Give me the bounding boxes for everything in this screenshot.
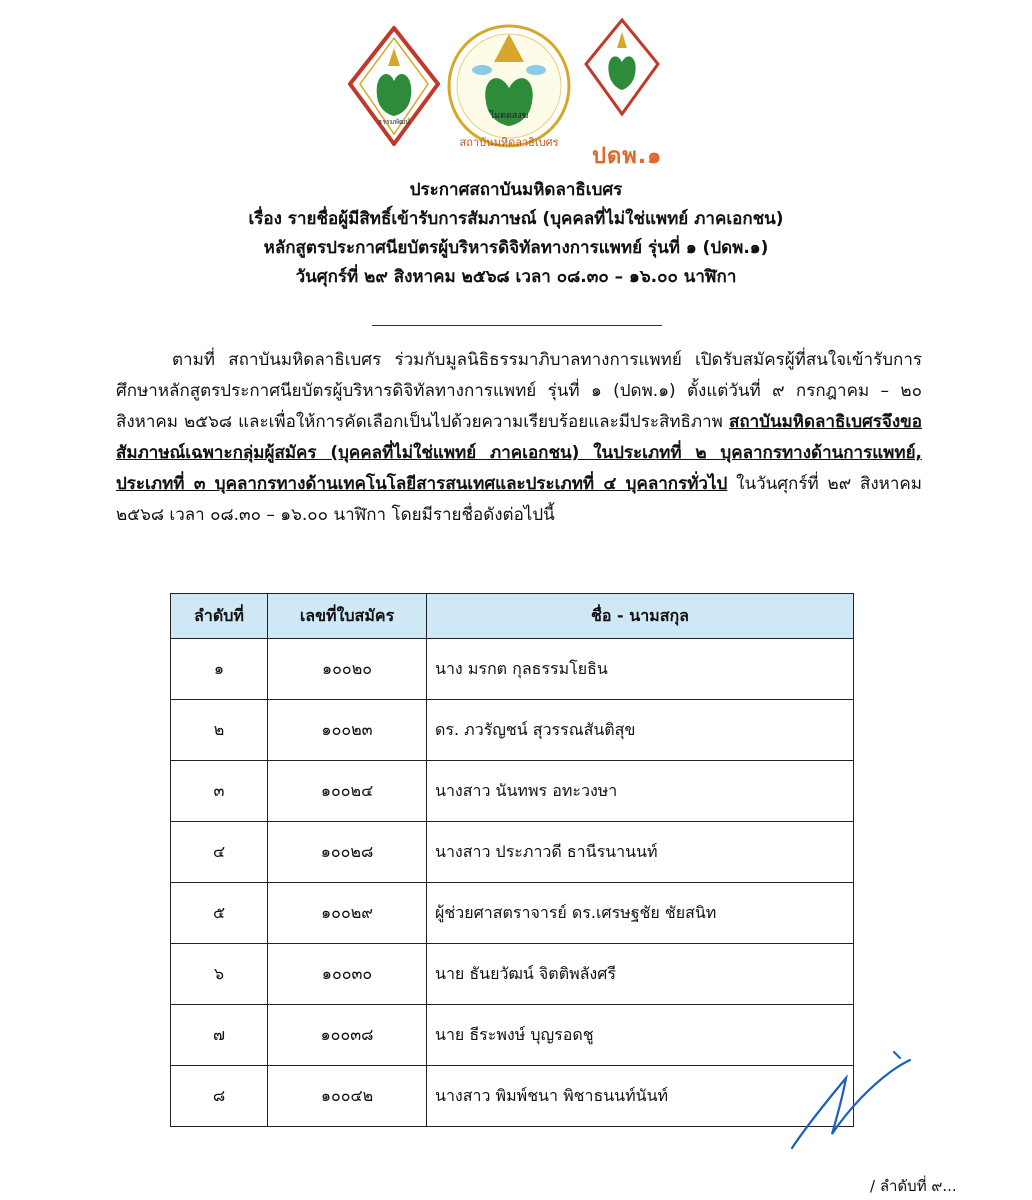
left-logo-caption: ธรรมพัฒน์ (377, 118, 411, 126)
handwritten-initial-signature (786, 1048, 916, 1162)
row-order: ๘ (171, 1066, 268, 1127)
row-full-name: ผู้ช่วยศาสตราจารย์ ดร.เศรษฐชัย ชัยสนิท (427, 883, 854, 944)
row-full-name: นาย ธันยวัฒน์ จิตติพลังศรี (427, 944, 854, 1005)
row-order: ๒ (171, 700, 268, 761)
program-code-label: ปดพ.๑ (592, 144, 663, 169)
table-row (171, 883, 854, 944)
row-full-name: นางสาว นันทพร อทะวงษา (427, 761, 854, 822)
candidate-table (170, 593, 854, 1127)
col-header-order: ลำดับที่ (171, 594, 268, 639)
interview-date: วันศุกร์ที่ ๒๙ สิงหาคม ๒๕๖๘ เวลา ๐๘.๓๐ – ๑๖.๐๐ นาฬิกา (295, 267, 737, 287)
row-order: ๕ (171, 883, 268, 944)
intro-text: ตามที่ สถาบันมหิดลาธิเบศร ร่วมกับมูลนิธิธรรมาภิบาลทางการแพทย์ เปิดรับสมัครผู้ที่สนใจเข้ารับการศึกษาหลักสูตรประกาศนียบัตรผู้บริหารดิจิทัลทางการแพทย์ รุ่นที่ ๑ (ปดพ.๑) ตั้งแต่วันที่ ๙ กรกฎาคม – ๒๐ สิงหาคม ๒๕๖๘ และเพื่อให้การคัดเลือกเป็นไปด้วยความเรียบร้อยและมีประสิทธิภาพ (116, 350, 922, 432)
row-full-name: นาย ธีระพงษ์ บุญรอดชู (427, 1005, 854, 1066)
row-order: ๖ (171, 944, 268, 1005)
continued-marker: / ลำดับที่ ๙... (870, 1177, 957, 1195)
row-application-no: ๑๐๐๒๔ (268, 761, 427, 822)
row-order: ๔ (171, 822, 268, 883)
table-row (171, 639, 854, 700)
row-full-name: นาง มรกต กุลธรรมโยธิน (427, 639, 854, 700)
mid-logo-caption-top: ไมตตสงฆ (489, 111, 529, 121)
row-full-name: นางสาว พิมพ์ชนา พิชาธนนท์นันท์ (427, 1066, 854, 1127)
table-row (171, 700, 854, 761)
row-application-no: ๑๐๐๒๓ (268, 700, 427, 761)
announcement-header (0, 176, 1032, 292)
row-application-no: ๑๐๐๒๙ (268, 883, 427, 944)
institute-seal-logo (444, 18, 574, 158)
left-emblem-logo (348, 26, 440, 146)
header-divider (372, 325, 662, 326)
row-application-no: ๑๐๐๒๐ (268, 639, 427, 700)
announcement-subject: เรื่อง รายชื่อผู้มีสิทธิ์เข้ารับการสัมภาษณ์ (บุคคลที่ไม่ใช่แพทย์ ภาคเอกชน) (248, 209, 784, 229)
mid-logo-caption-bottom: สถาบันมหิดลาธิเบศร (459, 136, 559, 149)
col-header-application-no: เลขที่ใบสมัคร (268, 594, 427, 639)
emphasis-text: สถาบันมหิดลาธิเบศรจึงขอสัมภาษณ์เฉพาะกลุ่มผู้สมัคร (บุคคลที่ไม่ใช่แพทย์ ภาคเอกชน) ในประเภทที่ ๒ บุคลากรทางด้านการแพทย์, ประเภทที่ ๓ บุคลากรทางด้านเทคโนโลยีสารสนเทศและประเภทที่ ๔ บุคลากรทั่วไป (116, 412, 923, 494)
body-paragraph (116, 345, 922, 531)
row-order: ๓ (171, 761, 268, 822)
row-application-no: ๑๐๐๓๘ (268, 1005, 427, 1066)
announcement-title: ประกาศสถาบันมหิดลาธิเบศร (409, 180, 623, 200)
program-name: หลักสูตรประกาศนียบัตรผู้บริหารดิจิทัลทางการแพทย์ รุ่นที่ ๑ (ปดพ.๑) (263, 238, 769, 258)
closing-text: ในวันศุกร์ที่ ๒๙ สิงหาคม ๒๕๖๘ เวลา ๐๘.๓๐ – ๑๖.๐๐ นาฬิกา โดยมีรายชื่อดังต่อไปนี้ (116, 474, 923, 525)
row-order: ๑ (171, 639, 268, 700)
row-application-no: ๑๐๐๔๒ (268, 1066, 427, 1127)
table-row (171, 761, 854, 822)
table-row (171, 1005, 854, 1066)
table-row (171, 1066, 854, 1127)
table-row (171, 822, 854, 883)
table-row (171, 944, 854, 1005)
row-full-name: นางสาว ประภาวดี ธานีรนานนท์ (427, 822, 854, 883)
col-header-full-name: ชื่อ - นามสกุล (427, 594, 854, 639)
row-order: ๗ (171, 1005, 268, 1066)
row-application-no: ๑๐๐๒๘ (268, 822, 427, 883)
program-emblem-logo (584, 18, 660, 118)
table-header-row (171, 594, 854, 639)
logo-row (0, 18, 1032, 168)
row-full-name: ดร. ภวรัญชน์ สุวรรณสันติสุข (427, 700, 854, 761)
row-application-no: ๑๐๐๓๐ (268, 944, 427, 1005)
